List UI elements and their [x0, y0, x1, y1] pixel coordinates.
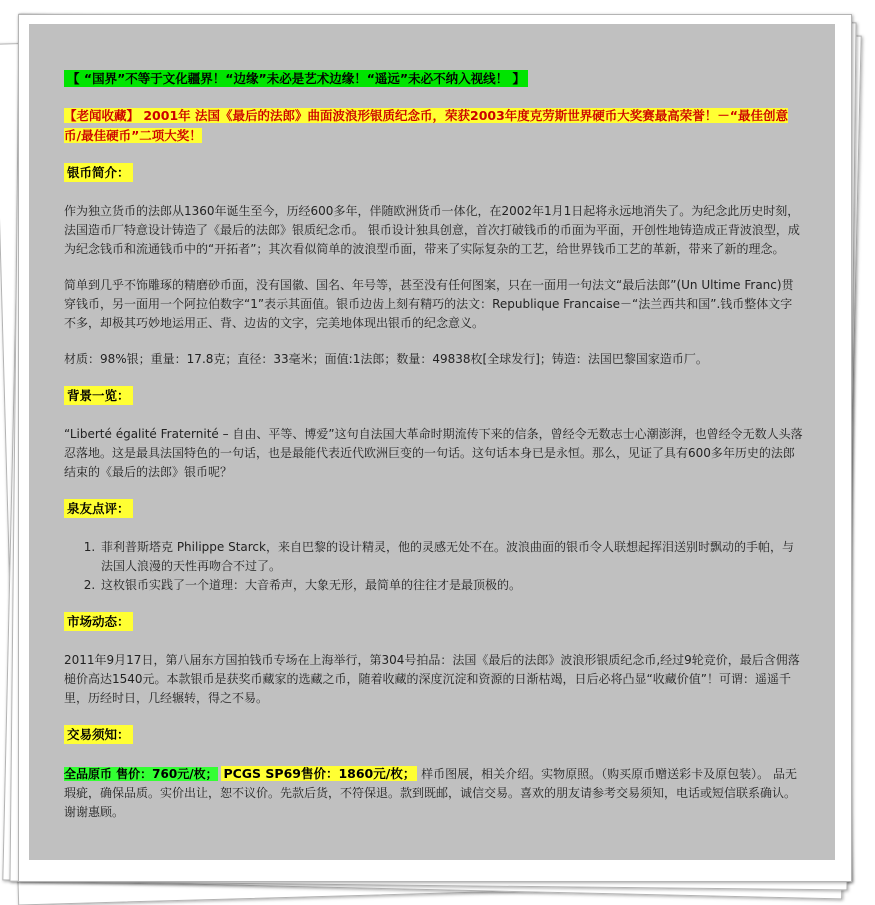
section-heading-background: 背景一览：	[64, 386, 133, 405]
section-heading-market: 市场动态：	[64, 612, 133, 631]
section-heading-trade: 交易须知：	[64, 725, 133, 744]
price-original: 全品原币 售价：760元/枚；	[64, 767, 218, 781]
list-item: 2. 这枚银币实践了一个道理：大音希声，大象无形，最简单的往往才是最顶极的。	[99, 576, 803, 595]
market-paragraph: 2011年9月17日，第八届东方国拍钱币专场在上海举行，第304号拍品：法国《最后的法郎》波浪形银质纪念币,经过9轮竞价，最后含佣落槌价高达1540元。本款银币是获奖币藏家的选藏之币，随着收藏的深度沉淀和资源的日渐枯竭，日后必将凸显“收藏价值”！可谓：遥遥千里，历经时日，几经辗转，得之不易。	[64, 653, 800, 705]
slogan-line	[64, 69, 803, 89]
intro-paragraph-2: 简单到几乎不饰雕琢的精磨砂币面，没有国徽、国名、年号等，甚至没有任何图案，只在一面用一句法文“最后法郎”(Un Ultime Franc)贯穿钱币，另一面用一个阿拉伯数字“1”表示其面值。银币边齿上刻有精巧的法文：Republique Francaise－“法兰西共和国”.钱币整体文字不多，却极其巧妙地运用正、背、边齿的文字，完美地体现出银币的纪念意义。	[64, 278, 794, 330]
intro-specs: 材质：98%银；重量：17.8克；直径：33毫米；面值:1法郎；数量：49838枚[全球发行]；铸造：法国巴黎国家造币厂。	[64, 352, 708, 366]
slogan-banner: 【 “国界”不等于文化疆界！“边缘”未必是艺术边缘！“遥远”未必不纳入视线！ 】	[64, 70, 528, 87]
section-heading-intro: 银币简介：	[64, 163, 133, 182]
featured-paragraph	[64, 106, 803, 146]
background-paragraph: “Liberté égalité Fraternité – 自由、平等、博爱”这句自法国大革命时期流传下来的信条，曾经令无数志士心潮澎湃，也曾经令无数人头落忍落地。这是最具法国特色的一句话，也是最能代表近代欧洲巨变的一句话。这句话本身已是永恒。那么，见证了具有600多年历史的法郎结束的《最后的法郎》银币呢？	[64, 427, 803, 479]
trade-paragraph	[64, 764, 803, 822]
featured-highlight: 【老闻收藏】 2001年 法国《最后的法郎》曲面波浪形银质纪念币，荣获2003年度克劳斯世界硬币大奖赛最高荣誉！－“最佳创意币/最佳硬币”二项大奖！	[64, 108, 789, 143]
section-heading-review: 泉友点评：	[64, 499, 133, 518]
trade-notes: 样币图展，相关介绍。实物原照。（购买原币赠送彩卡及原包装）。 品无瑕疵，确保品质。实价出让，恕不议价。先款后货，不符保退。款到既邮，诚信交易。喜欢的朋友请参考交易须知，电话或短信联系确认。谢谢惠顾。	[64, 767, 797, 819]
review-list	[64, 538, 803, 595]
list-item: 1. 菲利普斯塔克 Philippe Starck，来自巴黎的设计精灵，他的灵感无处不在。波浪曲面的银币令人联想起挥泪送别时飘动的手帕，与法国人浪漫的天性再吻合不过了。	[99, 538, 803, 576]
article-content	[29, 24, 835, 860]
intro-paragraph-1: 作为独立货币的法郎从1360年诞生至今，历经600多年，伴随欧洲货币一体化，在2002年1月1日起将永远地消失了。为纪念此历史时刻，法国造币厂特意设计铸造了《最后的法郎》银质纪念币。 银币设计独具创意，首次打破钱币的币面为平面，开创性地铸造成正背波浪型，成为纪念钱币和流通钱币中的“开拓者”；其次看似简单的波浪型币面，带来了实际复杂的工艺，给世界钱币工艺的革新，带来了新的理念。	[64, 204, 800, 256]
price-pcgs: PCGS SP69售价：1860元/枚；	[223, 766, 416, 781]
